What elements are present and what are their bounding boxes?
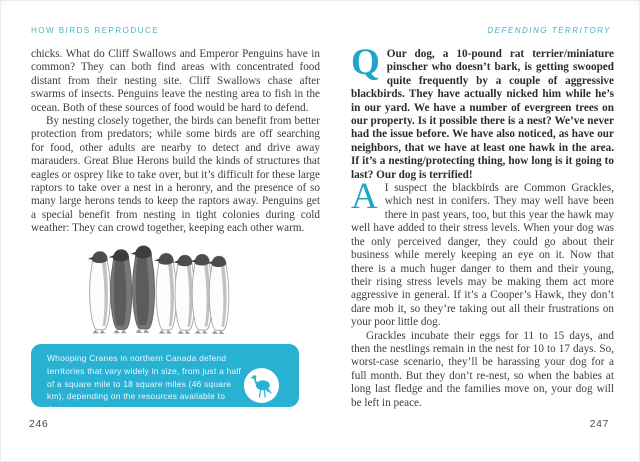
question-drop-cap: Q [351, 42, 380, 83]
emperor-penguin-colony-illustration [85, 242, 237, 339]
page-number-right: 247 [589, 418, 609, 430]
answer-paragraph-2: Grackles incubate their eggs for 11 to 15 days, and then the nestlings remain in the nest for 10 to 17 days. So, worst-case scenario, they’ll be harassing your dog for a full month. But they don’t re-nest, so when the babies at long last fledge and the families move on, your dog will be left in peace. [351, 329, 614, 409]
penguin-sketch-svg [85, 242, 237, 339]
page-number-left: 246 [29, 418, 49, 430]
answer-text-1: I suspect the blackbirds are Common Grackles, which nest in conifers. They may well have been there in past years, too, but this year the hawk may well have added to their stress levels. When your dog was the only perceived danger, they could go about their business while merely keeping an eye on it. Now that there is a much huger danger to them and their young, their rising stress levels may be making them act more aggressive in general. If it’s a Cooper’s Hawk, they don’t dare mob it, so they’re taking out all their frustrations on your poor little dog. [351, 182, 614, 329]
question-paragraph [351, 42, 614, 182]
answer-drop-cap: A [351, 176, 378, 218]
callout-icon-circle [244, 368, 279, 403]
crane-icon [248, 372, 275, 399]
question-text: Our dog, a 10-pound rat terrier/miniature pinscher who doesn’t bark, is getting swooped quite frequently by a couple of aggressive blackbirds. They have actually nicked him while he’s in our yard. We have a number of evergreen trees on our property. Is it possible there is a nest? We’ve never had the issue before. We have also noticed, as have our neighbors, that we have at least one hawk in the area. If it’s a nesting/protecting thing, how long is it going to last? Our dog is terrified! [351, 48, 614, 181]
running-head-left: HOW BIRDS REPRODUCE [31, 26, 160, 35]
left-paragraph-2: By nesting closely together, the birds can benefit from better protection from predators; while some birds are off searching for food, other adults are nearby to detect and drive away marauders. Great Blue Herons build the kinds of structures that eagles or osprey like to take over, but it’s difficult for these large raptors to take over a nest in a heronry, and the presence of so many large herons tends to keep the raptors away. Penguins get a special benefit from nesting in tight colonies during cold weather: They can crowd together, keeping each other warm. [31, 115, 320, 235]
running-head-right: DEFENDING TERRITORY [487, 26, 611, 35]
callout-box [31, 344, 299, 415]
answer-paragraph-1 [351, 176, 614, 329]
callout-text: Whooping Cranes in northern Canada defend territories that vary widely in size, from just a half of a square mile to 18 square miles (46 square km), depending on the resources available to them. [47, 353, 242, 415]
left-page-body [31, 48, 320, 236]
right-page-body [351, 42, 614, 410]
left-paragraph-1: chicks. What do Cliff Swallows and Emperor Penguins have in common? They can both find areas with concentrated food distant from their nesting site. Cliff Swallows chase after swarms of insects. Penguins leave the nesting area to fish in the ocean. Both of these sources of food would be hard to defend. [31, 48, 320, 114]
